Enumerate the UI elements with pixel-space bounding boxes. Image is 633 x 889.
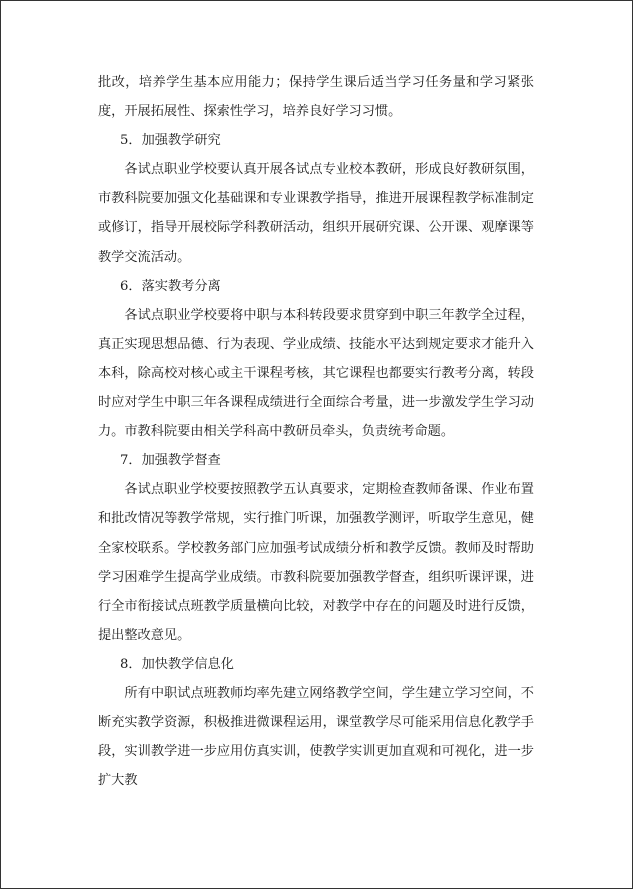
paragraph-teaching-research: 各试点职业学校要认真开展各试点专业校本教研，形成良好教研氛围，市教科院要加强文化基础课和专业课教学指导，推进开展课程教学标准制定或修订，指导开展校际学科教研活动，组织开展研究课、公开课、观摩课等教学交流活动。	[98, 162, 534, 265]
paragraph-teaching-informatization: 所有中职试点班教师均率先建立网络教学空间，学生建立学习空间，不断充实教学资源，积极推进微课程运用，课堂教学尽可能采用信息化教学手段，实训教学进一步应用仿真实训，使教学实训更加直观和可视化，进一步扩大教	[98, 685, 534, 789]
section-heading-6: 6．落实教考分离	[120, 278, 221, 294]
paragraph-teaching-supervision: 各试点职业学校要按照教学五认真要求，定期检查教师备课、作业布置和批改情况等教学常规，实行推门听课，加强教学测评，听取学生意见，健全家校联系。学校教务部门应加强考试成绩分析和教学反馈。教师及时帮助学习困难学生提高学业成绩。市教科院要加强教学督查，组织听课评课，进行全市衔接试点班教学质量横向比较，对教学中存在的问题及时进行反馈，提出整改意见。	[98, 482, 534, 643]
paragraph-continuation: 批改，培养学生基本应用能力；保持学生课后适当学习任务量和学习紧张度，开展拓展性、探索性学习，培养良好学习习惯。	[98, 75, 534, 120]
document-body	[98, 68, 534, 795]
paragraph-exam-separation: 各试点职业学校要将中职与本科转段要求贯穿到中职三年教学全过程，真正实现思想品德、行为表现、学业成绩、技能水平达到规定要求才能升入本科，除高校对核心或主干课程考核，其它课程也都要实行教考分离，转段时应对学生中职三年各课程成绩进行全面综合考量，进一步激发学生学习动力。市教科院要由相关学科高中教研员牵头，负责统考命题。	[98, 307, 534, 440]
section-heading-8: 8．加快教学信息化	[120, 656, 234, 672]
section-heading-5: 5．加强教学研究	[120, 133, 221, 149]
section-heading-7: 7．加强教学督查	[120, 453, 221, 469]
